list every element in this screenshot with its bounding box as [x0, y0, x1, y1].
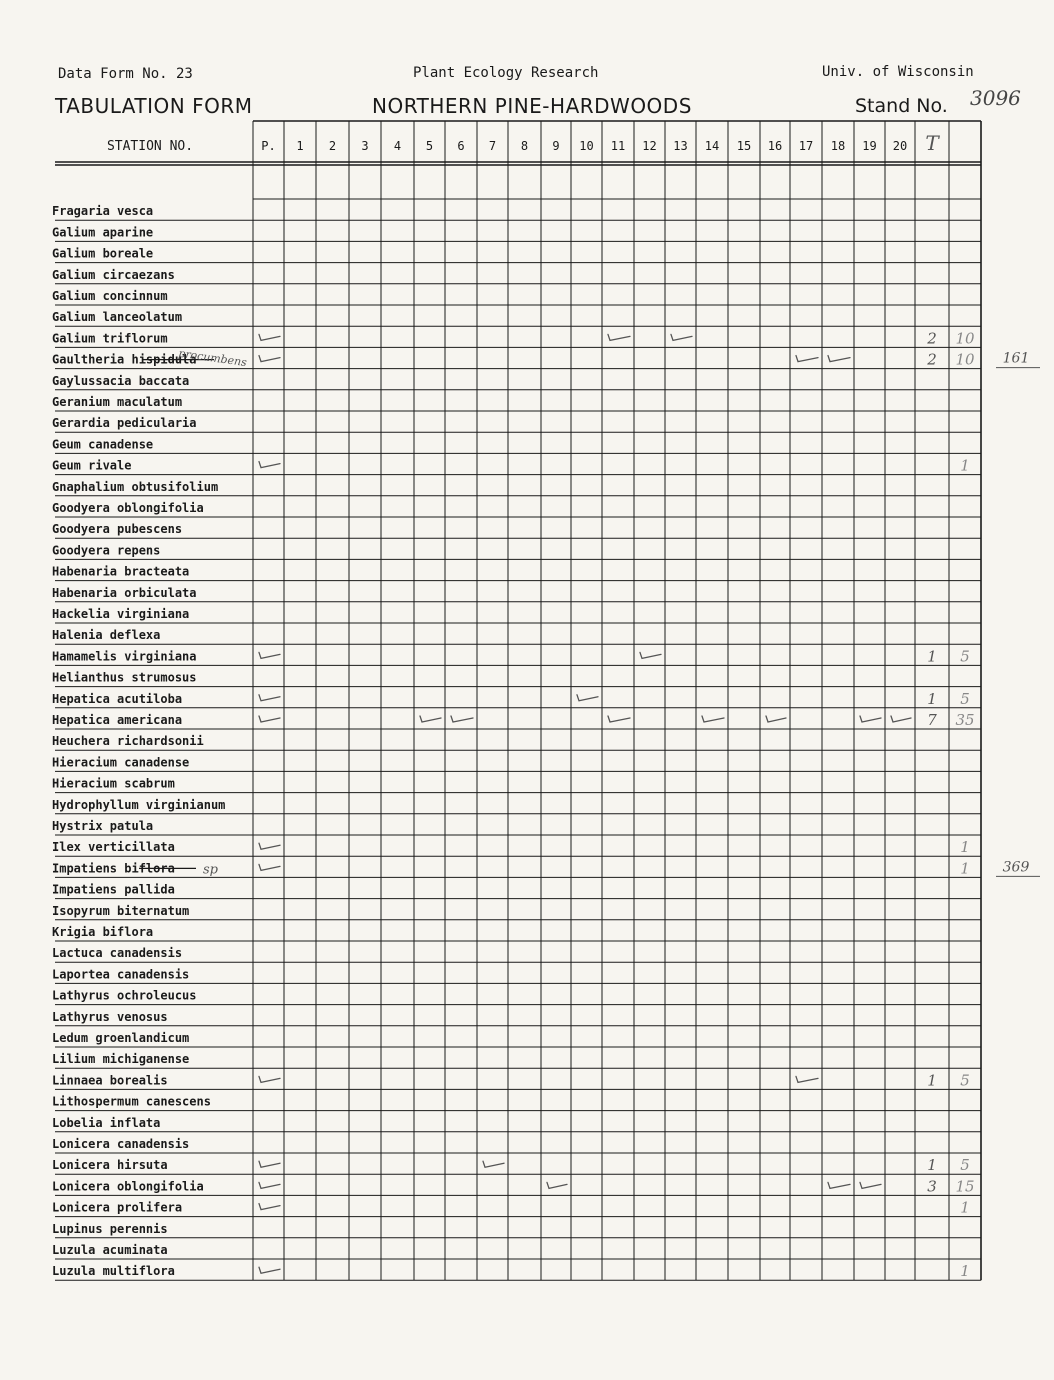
column-header: 4 — [393, 139, 402, 153]
column-header: 1 — [296, 139, 304, 153]
species-name: Lonicera canadensis — [52, 1137, 190, 1151]
check-mark — [259, 652, 280, 658]
check-mark — [702, 716, 724, 722]
form-number: Data Form No. 23 — [58, 66, 193, 82]
frequency-value: 1 — [960, 1198, 970, 1217]
frequency-value: 5 — [960, 647, 970, 666]
check-mark — [259, 843, 280, 849]
stand-number-value: 3096 — [970, 86, 1021, 110]
check-mark — [577, 695, 598, 701]
total-value: 2 — [927, 350, 937, 369]
handwritten-insert: sp — [203, 862, 218, 878]
species-name: Lithospermum canescens — [52, 1094, 211, 1109]
column-header: 18 — [830, 139, 846, 153]
species-name: Fragaria vesca — [52, 204, 154, 219]
column-header: 14 — [704, 139, 720, 153]
frequency-value: 5 — [960, 689, 970, 708]
university: Univ. of Wisconsin — [822, 64, 974, 80]
column-header: 7 — [488, 139, 497, 153]
column-header: 15 — [736, 139, 752, 153]
species-name: Gnaphalium obtusifolium — [52, 479, 219, 494]
species-name: Hamamelis virginiana — [52, 649, 197, 664]
organization: Plant Ecology Research — [413, 65, 599, 81]
column-header: 20 — [892, 139, 908, 153]
species-name: Lupinus perennis — [52, 1221, 168, 1236]
check-mark — [259, 695, 280, 701]
station-header: STATION NO. — [106, 139, 194, 154]
species-name: Lilium michiganense — [52, 1052, 190, 1067]
species-name: Helianthus strumosus — [52, 670, 197, 685]
species-name: Lactuca canadensis — [52, 946, 183, 961]
column-header: 3 — [361, 139, 369, 153]
column-header: 5 — [425, 139, 434, 153]
check-mark — [796, 356, 818, 362]
species-name: Galium boreale — [52, 246, 154, 261]
frequency-value: 5 — [960, 1071, 970, 1090]
species-name: Ledum groenlandicum — [52, 1031, 190, 1045]
total-value: 2 — [927, 329, 937, 348]
column-header: 8 — [520, 139, 529, 153]
check-mark — [828, 356, 850, 362]
species-name: Galium concinnum — [52, 289, 168, 303]
species-name: Lonicera hirsuta — [52, 1158, 168, 1173]
frequency-value: 15 — [955, 1177, 975, 1196]
column-header: 13 — [673, 139, 688, 153]
species-name: Hieracium scabrum — [52, 776, 175, 791]
species-name: Linnaea borealis — [52, 1073, 168, 1088]
column-header: 12 — [642, 139, 657, 153]
species-name: Gerardia pedicularia — [52, 416, 197, 431]
total-value: 7 — [927, 711, 937, 729]
check-mark — [828, 1182, 850, 1188]
species-name: Hydrophyllum virginianum — [52, 797, 226, 812]
community-title: NORTHERN PINE-HARDWOODS — [372, 94, 692, 118]
species-name: Impatiens pallida — [52, 882, 175, 897]
margin-note: 161 — [1002, 350, 1030, 367]
species-name: Habenaria orbiculata — [52, 585, 197, 600]
species-name: Ilex verticillata — [52, 840, 175, 855]
form-title: TABULATION FORM — [55, 94, 253, 118]
check-mark — [259, 462, 280, 468]
check-mark — [766, 716, 786, 722]
check-mark — [891, 716, 911, 722]
check-mark — [259, 716, 280, 722]
check-mark — [547, 1182, 567, 1188]
check-mark — [259, 1076, 280, 1082]
species-name: Geum rivale — [52, 458, 132, 473]
check-mark — [259, 1204, 280, 1210]
species-name: Laportea canadensis — [52, 967, 190, 982]
column-header: 19 — [862, 139, 877, 153]
column-header: T — [925, 131, 939, 155]
species-name: Hepatica americana — [52, 713, 183, 727]
frequency-value: 35 — [955, 711, 975, 729]
check-mark — [671, 334, 692, 340]
check-mark — [420, 716, 441, 722]
species-name: Isopyrum biternatum — [52, 903, 190, 918]
check-mark — [483, 1161, 504, 1167]
check-mark — [259, 1182, 280, 1188]
frequency-value: 1 — [960, 456, 970, 475]
column-header: 11 — [610, 139, 626, 153]
frequency-value: 10 — [955, 350, 975, 369]
check-mark — [860, 1182, 881, 1188]
species-name: Lonicera oblongifolia — [52, 1179, 204, 1194]
check-mark — [860, 716, 881, 722]
check-mark — [796, 1076, 818, 1082]
check-mark — [640, 652, 661, 658]
species-name: Galium circaezans — [52, 267, 175, 282]
check-mark — [259, 1267, 280, 1273]
check-mark — [259, 864, 280, 870]
species-name: Halenia deflexa — [52, 628, 161, 643]
species-name: Heuchera richardsonii — [52, 734, 204, 749]
stand-number-label: Stand No. — [855, 95, 948, 117]
frequency-value: 10 — [955, 329, 975, 348]
column-header: 6 — [457, 139, 465, 153]
column-header: 10 — [579, 139, 594, 153]
species-name: Geranium maculatum — [52, 395, 183, 409]
frequency-value: 5 — [960, 1156, 970, 1175]
species-name: Habenaria bracteata — [52, 564, 190, 579]
species-name: Goodyera repens — [52, 543, 161, 558]
species-name: Hackelia virginiana — [52, 607, 190, 621]
species-name: Hepatica acutiloba — [52, 691, 183, 706]
species-name: Galium lanceolatum — [52, 310, 183, 325]
check-mark — [451, 716, 473, 722]
check-mark — [259, 334, 280, 340]
check-mark — [259, 1161, 280, 1167]
species-name: Krigia biflora — [52, 925, 154, 939]
margin-note: 369 — [1002, 859, 1030, 876]
species-name: Gaultheria hispidula — [52, 352, 197, 367]
species-name: Luzula acuminata — [52, 1243, 168, 1257]
total-value: 1 — [927, 1071, 937, 1090]
total-value: 1 — [927, 647, 937, 666]
species-name: Gaylussacia baccata — [52, 373, 190, 388]
column-header: P. — [261, 139, 276, 153]
frequency-value: 1 — [960, 838, 970, 857]
species-name: Lathyrus venosus — [52, 1009, 168, 1024]
species-name: Hystrix patula — [52, 819, 154, 833]
handwritten-insert: procumbens — [177, 346, 248, 370]
species-name: Hieracium canadense — [52, 755, 190, 770]
frequency-value: 1 — [960, 859, 970, 878]
total-value: 1 — [927, 1156, 937, 1175]
species-name: Lobelia inflata — [52, 1115, 161, 1130]
column-header: 2 — [328, 139, 337, 153]
check-mark — [608, 334, 630, 340]
species-name: Goodyera pubescens — [52, 522, 183, 537]
species-name: Impatiens biflora — [52, 861, 175, 876]
species-name: Goodyera oblongifolia — [52, 501, 204, 515]
species-name: Geum canadense — [52, 437, 154, 452]
column-header: 17 — [798, 139, 814, 153]
total-value: 3 — [927, 1177, 937, 1196]
species-name: Luzula multiflora — [52, 1264, 175, 1279]
species-name: Lathyrus ochroleucus — [52, 988, 197, 1003]
check-mark — [608, 716, 630, 722]
column-header: 9 — [552, 139, 560, 153]
check-mark — [259, 356, 280, 362]
species-name: Lonicera prolifera — [52, 1200, 183, 1215]
column-header: 16 — [767, 139, 783, 153]
species-name: Galium triflorum — [52, 331, 168, 346]
frequency-value: 1 — [960, 1262, 970, 1281]
total-value: 1 — [927, 689, 937, 708]
species-name: Galium aparine — [52, 225, 154, 240]
